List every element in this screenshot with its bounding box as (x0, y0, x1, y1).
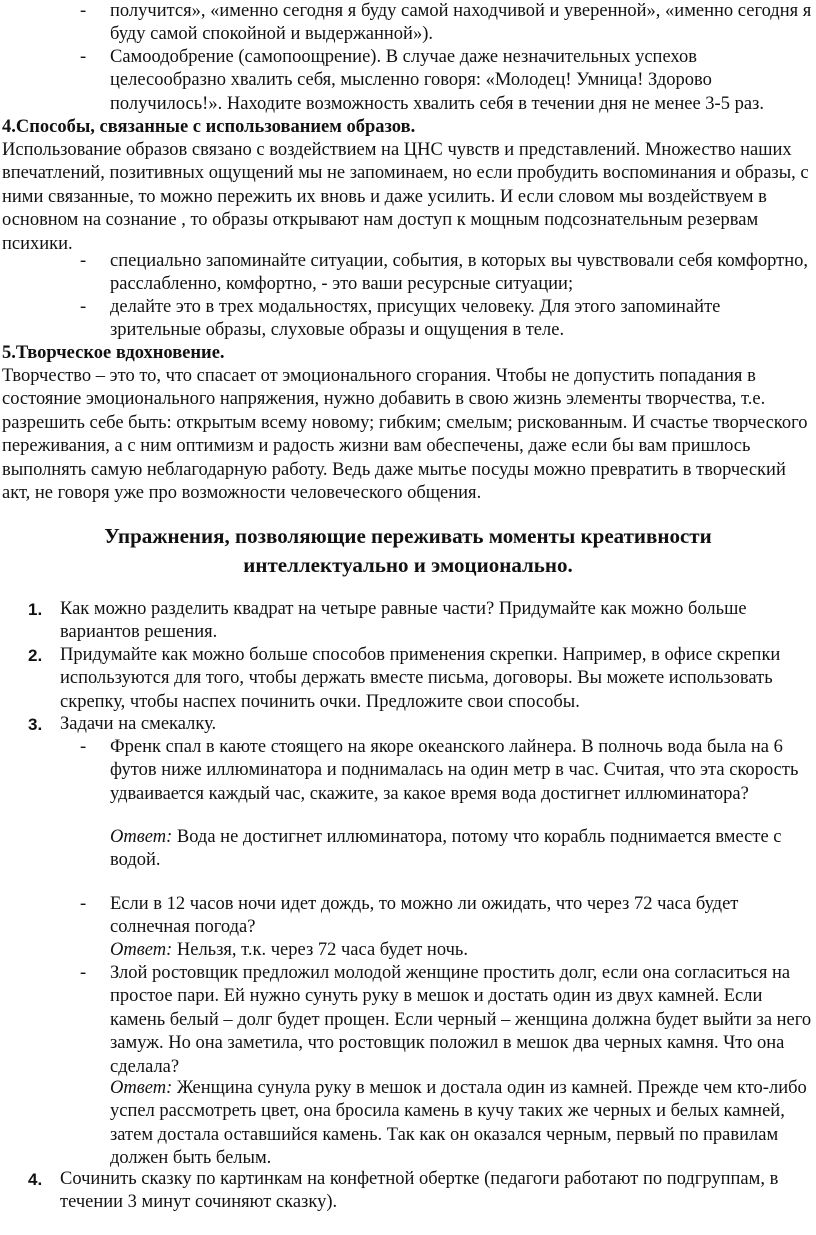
exercise-text: Задачи на смекалку. (60, 714, 217, 734)
dash-bullet: - (80, 894, 87, 914)
exercise-number: 1. (28, 600, 43, 619)
section-paragraph: Творчество – это то, что спасает от эмоционального сгорания. Чтобы не допустить попадания в состояние эмоционального напряжения, нужно добавить в свою жизнь элементы творчества, т.е. разрешить себе быть: открытым всему новому; гибким; смелым; рискованным. И счастье творческого переживания, а с ним оптимизм и радость жизни вам обеспечены, даже если бы вам пришлось выполнять самую неблагодарную работу. Ведь даже мытье посуды можно превратить в творческий акт, не говоря уже про возможности человеческого общения. (2, 366, 808, 504)
exercise-number: 3. (28, 715, 43, 734)
dash-bullet: - (80, 737, 87, 757)
answer-body: Женщина сунула руку в мешок и достала один из камней. Прежде чем кто-либо успел рассмотреть цвет, она бросила камень в кучу таких же черных и белых камней, затем достала оставшийся камень. Так как он оказался черным, первый по правилам должен быть белым. (110, 1078, 807, 1169)
puzzle-question: Злой ростовщик предложил молодой женщине простить долг, если она согласиться на простое пари. Ей нужно сунуть руку в мешок и достать один из двух камней. Если камень белый – долг будет прощен. Если черный – женщина должна будет выйти за него замуж. Но она заметила, что ростовщик положил в мешок два черных камня. Что она сделала? (110, 963, 812, 1077)
list-item-text: Самоодобрение (самопоощрение). В случае даже незначительных успехов целесообразно хвалить себя, мысленно говоря: «Молодец! Умница! Здорово получилось!». Находите возможность хвалить себя в течении дня не менее 3-5 раз. (110, 47, 764, 114)
section-paragraph: Использование образов связано с воздействием на ЦНС чувств и представлений. Множество наших впечатлений, позитивных ощущений мы не запоминаем, но если пробудить воспоминания и образы, с ними связанные, то можно пережить их вновь и даже усилить. И если словом мы воздействуем в основном на сознание , то образы открывают нам доступ к мощным подсознательным резервам психики. (2, 140, 809, 254)
answer-label: Ответ: (110, 940, 173, 960)
puzzle-question: Френк спал в каюте стоящего на якоре океанского лайнера. В полночь вода была на 6 футов ниже иллюминатора и поднималась на один метр в час. Считая, что эта скорость удваивается каждый час, скажите, за какое время вода достигнет иллюминатора? (110, 737, 799, 804)
answer-label: Ответ: (110, 1078, 173, 1098)
dash-bullet: - (80, 251, 87, 271)
dash-bullet: - (80, 1, 87, 21)
list-item-text: получится», «именно сегодня я буду самой находчивой и уверенной», «именно сегодня я буду самой спокойной и выдержанной»). (110, 1, 812, 45)
list-item-text: делайте это в трех модальностях, присущих человеку. Для этого запоминайте зрительные образы, слуховые образы и ощущения в теле. (110, 297, 721, 341)
puzzle-question: Если в 12 часов ночи идет дождь, то можно ли ожидать, что через 72 часа будет солнечная погода? (110, 894, 739, 938)
answer-body: Вода не достигнет иллюминатора, потому что корабль поднимается вместе с водой. (110, 827, 782, 871)
exercise-text: Сочинить сказку по картинкам на конфетной обертке (педагоги работают по подгруппам, в течении 3 минут сочиняют сказку). (60, 1169, 779, 1213)
puzzle-answer-text (110, 826, 812, 873)
answer-body: Нельзя, т.к. через 72 часа будет ночь. (176, 940, 468, 960)
exercise-number: 2. (28, 646, 43, 665)
section-heading: 5.Творческое вдохновение. (2, 343, 225, 363)
dash-bullet: - (80, 963, 87, 983)
dash-bullet: - (80, 47, 87, 67)
section-heading: 4.Способы, связанные с использованием образов. (2, 117, 416, 137)
dash-bullet: - (80, 297, 87, 317)
puzzle-answer-text (110, 1077, 812, 1171)
exercises-title-line1: Упражнения, позволяющие переживать моменты креативности (104, 524, 712, 548)
answer-label: Ответ: (110, 827, 173, 847)
list-item-text: специально запоминайте ситуации, события, в которых вы чувствовали себя комфортно, расслабленно, комфортно, - это ваши ресурсные ситуации; (110, 251, 809, 295)
puzzle-answer-text (110, 939, 812, 962)
exercise-number: 4. (28, 1170, 43, 1189)
exercises-title-line2: интеллектуально и эмоционально. (243, 553, 573, 577)
exercise-text: Как можно разделить квадрат на четыре равные части? Придумайте как можно больше вариантов решения. (60, 599, 747, 643)
exercise-text: Придумайте как можно больше способов применения скрепки. Например, в офисе скрепки используются для того, чтобы держать вместе письма, договоры. Вы можете использовать скрепку, чтобы наспех починить очки. Предложите свои способы. (60, 645, 781, 712)
